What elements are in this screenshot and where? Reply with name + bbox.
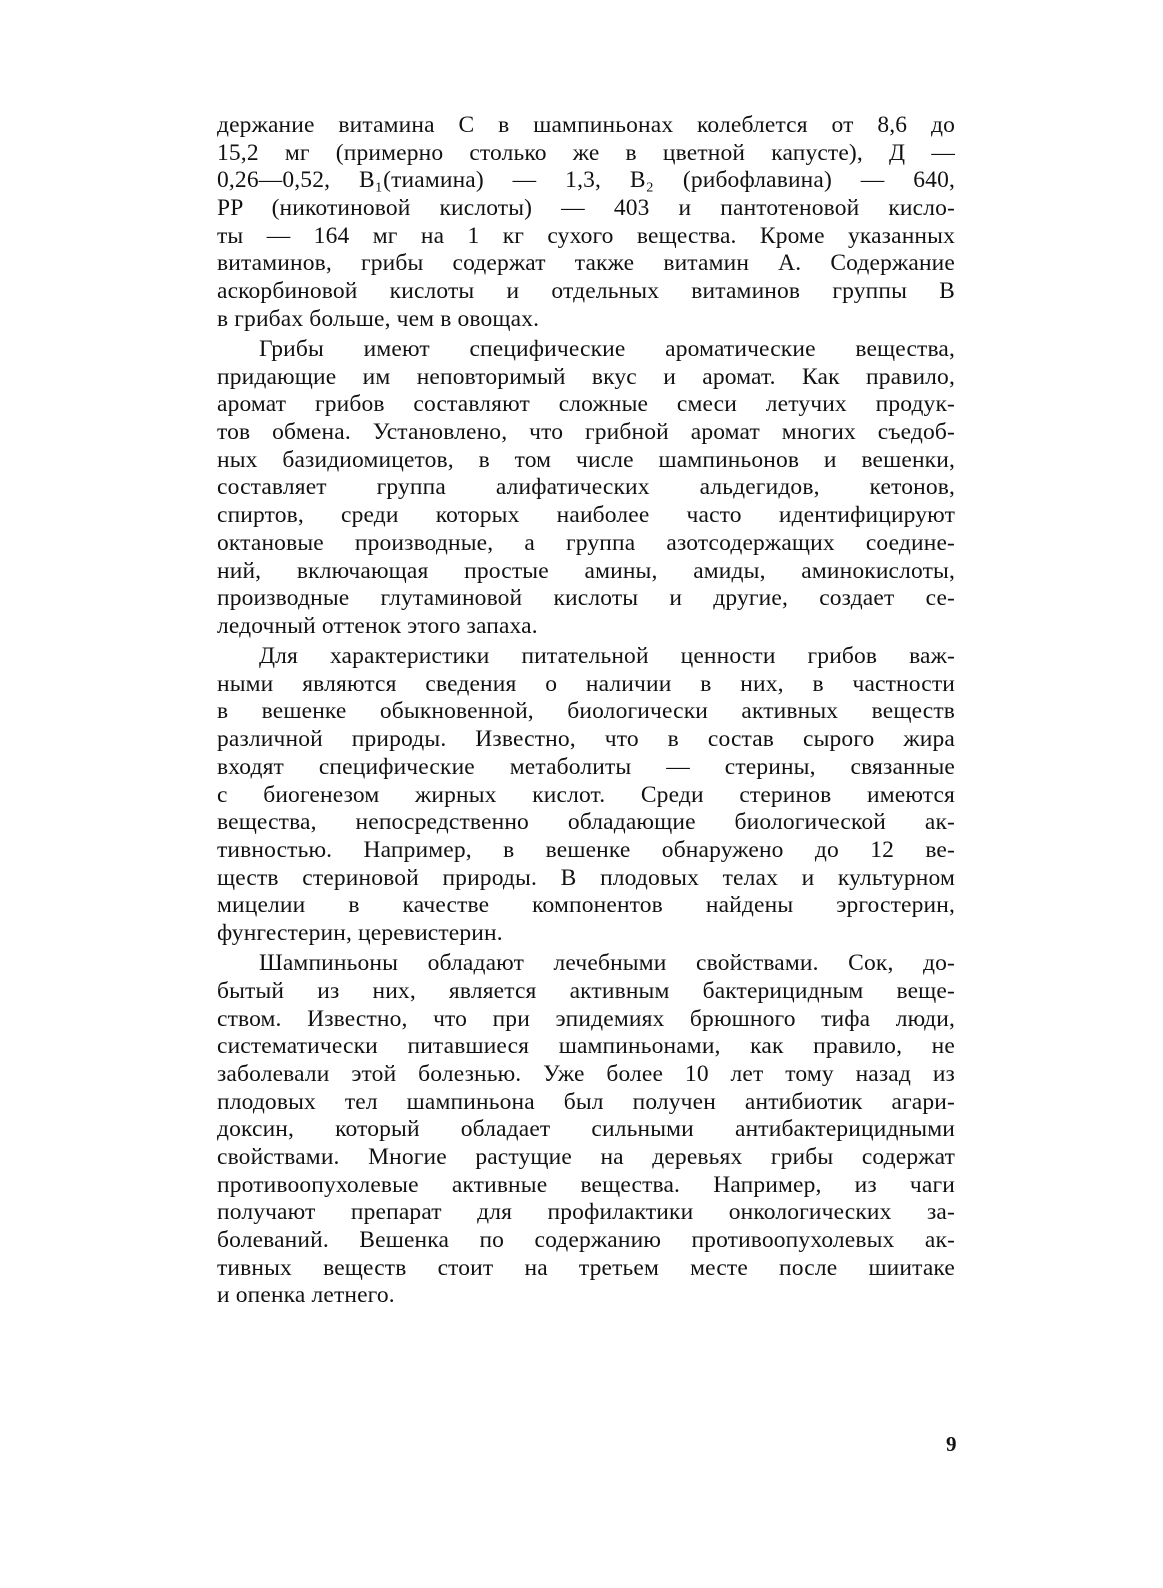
text-line: аромат грибов составляют сложные смеси летучих продук- [217, 391, 955, 418]
text-line: получают препарат для профилактики онкологических за- [217, 1199, 955, 1226]
paragraph-aroma [217, 336, 955, 641]
text-line: тов обмена. Установлено, что грибной аромат многих съедоб- [217, 419, 955, 446]
paragraph-vitamins [217, 112, 955, 334]
text-line: плодовых тел шампиньона был получен антибиотик агари- [217, 1088, 955, 1115]
text-line: тивностью. Например, в вешенке обнаружено до 12 ве- [217, 836, 955, 863]
text-line: ными являются сведения о наличии в них, в частности [217, 670, 955, 697]
paragraph-medicinal [217, 950, 955, 1310]
text-line: аскорбиновой кислоты и отдельных витаминов группы В [217, 278, 955, 305]
text-line: систематически питавшиеся шампиньонами, как правило, не [217, 1033, 955, 1060]
text-line: спиртов, среди которых наиболее часто идентифицируют [217, 502, 955, 529]
text-line: бытый из них, является активным бактерицидным веще- [217, 977, 955, 1004]
text-line: болеваний. Вешенка по содержанию противоопухолевых ак- [217, 1227, 955, 1253]
page-number: 9 [946, 1432, 957, 1456]
text-line: держание витамина С в шампиньонах колеблется от 8,6 до [217, 112, 955, 138]
text-line: противоопухолевые активные вещества. Например, из чаги [217, 1171, 955, 1198]
text-line: октановые производные, а группа азотсодержащих соедине- [217, 529, 955, 556]
text-line: ществ стериновой природы. В плодовых телах и культурном [217, 864, 955, 891]
paragraph-sterols [217, 643, 955, 948]
text-line: тивных веществ стоит на третьем месте после шиитаке [217, 1254, 955, 1281]
text-line: придающие им неповторимый вкус и аромат. Как правило, [217, 363, 955, 390]
text-line: в вешенке обыкновенной, биологически активных веществ [217, 698, 955, 725]
text-line: производные глутаминовой кислоты и другие, создает се- [217, 585, 955, 612]
text-line: заболевали этой болезнью. Уже более 10 лет тому назад из [217, 1060, 955, 1087]
text-line: доксин, который обладает сильными антибактерицидными [217, 1116, 955, 1143]
text-line: ных базидиомицетов, в том числе шампиньонов и вешенки, [217, 446, 955, 473]
text-line: Грибы имеют специфические ароматические вещества, [259, 336, 955, 362]
text-line: вещества, непосредственно обладающие биологической ак- [217, 809, 955, 836]
text-line: 15,2 мг (примерно столько же в цветной капусте), Д — [217, 139, 955, 166]
text-line: составляет группа алифатических альдегидов, кетонов, [217, 474, 955, 501]
text-line: ний, включающая простые амины, амиды, аминокислоты, [217, 557, 955, 584]
text-line: ледочный оттенок этого запаха. [217, 612, 538, 639]
text-line: PP (никотиновой кислоты) — 403 и пантотеновой кисло- [217, 195, 955, 222]
body-text [217, 112, 955, 1313]
text-line: ством. Известно, что при эпидемиях брюшного тифа люди, [217, 1005, 955, 1032]
text-line: Для характеристики питательной ценности грибов важ- [259, 643, 955, 670]
text-line: в грибах больше, чем в овощах. [217, 305, 540, 332]
text-line: с биогенезом жирных кислот. Среди стеринов имеются [217, 781, 955, 808]
text-line: Шампиньоны обладают лечебными свойствами. Сок, до- [259, 950, 955, 977]
text-line: мицелии в качестве компонентов найдены эргостерин, [217, 892, 955, 919]
text-line: ты — 164 мг на 1 кг сухого вещества. Кроме указанных [217, 222, 955, 249]
text-line: различной природы. Известно, что в состав сырого жира [217, 726, 955, 753]
text-line: входят специфические метаболиты — стерины, связанные [217, 753, 955, 780]
text-line: фунгестерин, церевистерин. [217, 919, 503, 946]
text-line: витаминов, грибы содержат также витамин А. Содержание [217, 250, 955, 277]
text-line: 0,26—0,52, B₁(тиамина) — 1,3, B₂ (рибофлавина) — 640, [217, 167, 955, 194]
text-line: свойствами. Многие растущие на деревьях грибы содержат [217, 1143, 955, 1170]
text-line: и опенка летнего. [217, 1282, 395, 1309]
